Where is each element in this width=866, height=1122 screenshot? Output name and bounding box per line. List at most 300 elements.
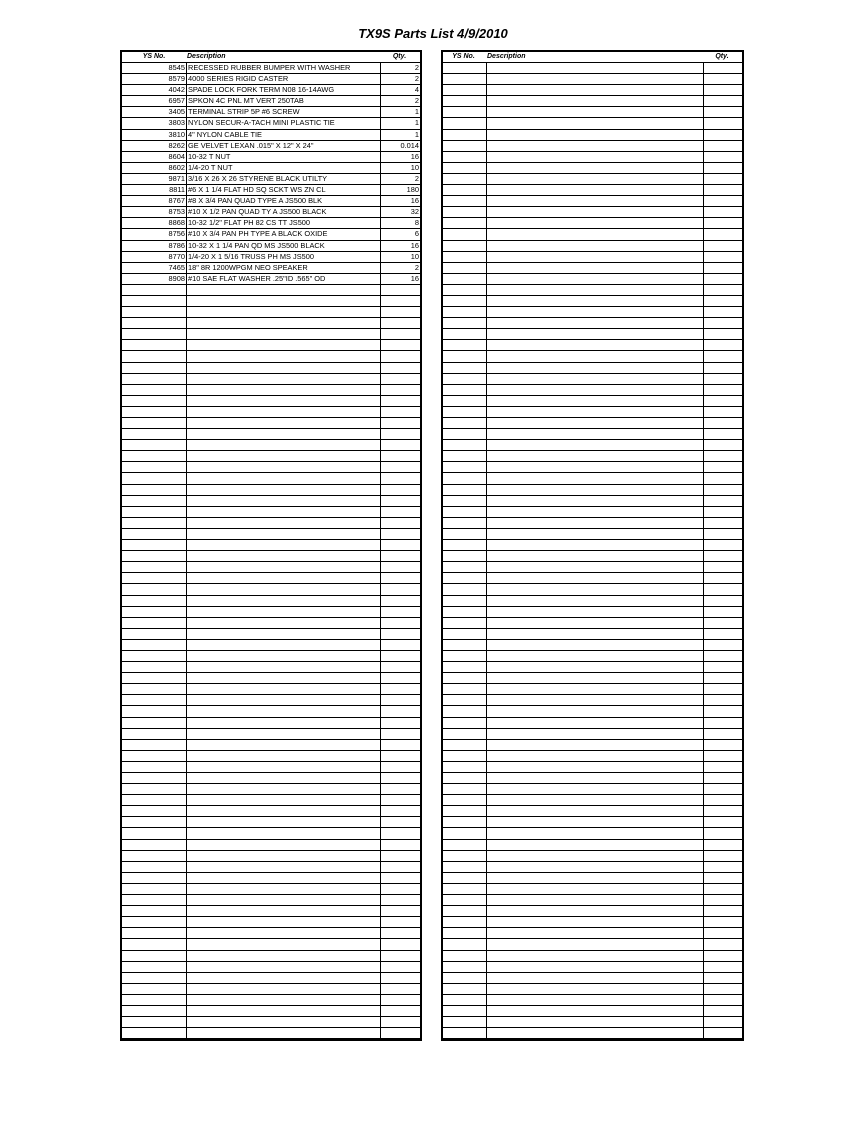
table-row [122, 263, 420, 274]
table-row [443, 63, 742, 74]
table-row [122, 873, 420, 884]
qty-cell [703, 241, 742, 251]
ys-no-cell [443, 551, 486, 561]
ys-no-cell [443, 762, 486, 772]
qty-cell [703, 451, 742, 461]
qty-cell [703, 862, 742, 872]
qty-cell [380, 473, 420, 483]
ys-no-cell [122, 740, 186, 750]
table-row [443, 984, 742, 995]
table-row [443, 241, 742, 252]
ys-no-cell [443, 141, 486, 151]
qty-header: Qty. [715, 53, 729, 60]
ys-no-cell [443, 596, 486, 606]
description-cell [186, 584, 380, 594]
ys-no-cell [443, 462, 486, 472]
ys-no-cell [122, 706, 186, 716]
qty-cell [703, 662, 742, 672]
description-cell [486, 440, 703, 450]
ys-no-cell [443, 529, 486, 539]
qty-cell [380, 706, 420, 716]
table-row [443, 485, 742, 496]
description-cell [186, 529, 380, 539]
table-row [122, 429, 420, 440]
description-cell: #10 X 3/4 PAN PH TYPE A BLACK OXIDE [186, 229, 380, 239]
description-cell [486, 740, 703, 750]
table-row [122, 596, 420, 607]
ys-no-cell [443, 1006, 486, 1016]
qty-cell [380, 429, 420, 439]
ys-no-cell [443, 96, 486, 106]
description-cell [486, 207, 703, 217]
qty-cell [703, 396, 742, 406]
description-cell [186, 718, 380, 728]
table-row [443, 840, 742, 851]
table-row [443, 418, 742, 429]
qty-cell [703, 118, 742, 128]
table-row [122, 518, 420, 529]
description-cell [486, 806, 703, 816]
description-cell [186, 973, 380, 983]
qty-cell [703, 407, 742, 417]
description-cell: #10 SAE FLAT WASHER .25"ID .565" OD [186, 274, 380, 284]
table-row [122, 274, 420, 285]
qty-cell [380, 884, 420, 894]
qty-cell: 10 [380, 163, 420, 173]
table-row [443, 440, 742, 451]
qty-cell [703, 185, 742, 195]
description-cell [486, 784, 703, 794]
description-cell [186, 895, 380, 905]
qty-cell [703, 518, 742, 528]
table-row [122, 828, 420, 839]
description-cell [486, 462, 703, 472]
ys-no-cell [122, 873, 186, 883]
ys-no-cell [443, 396, 486, 406]
parts-table-left [120, 50, 422, 1041]
table-row [122, 895, 420, 906]
description-cell [486, 218, 703, 228]
ys-no-cell [122, 540, 186, 550]
qty-cell [380, 917, 420, 927]
qty-cell [703, 828, 742, 838]
table-row [443, 862, 742, 873]
qty-cell [703, 507, 742, 517]
ys-no-cell [443, 729, 486, 739]
description-cell [486, 85, 703, 95]
ys-no-cell: 9871 [168, 173, 185, 183]
qty-cell [380, 363, 420, 373]
qty-cell [380, 651, 420, 661]
qty-cell: 6 [380, 229, 420, 239]
ys-no-cell [122, 451, 186, 461]
ys-no-cell [443, 107, 486, 117]
qty-cell [380, 895, 420, 905]
description-cell [186, 784, 380, 794]
ys-no-cell: 3810 [168, 129, 185, 139]
description-cell [186, 551, 380, 561]
qty-cell [703, 939, 742, 949]
table-row [443, 740, 742, 751]
ys-no-cell [443, 562, 486, 572]
table-header [122, 52, 420, 63]
qty-cell [380, 440, 420, 450]
description-cell: GE VELVET LEXAN .015" X 12" X 24" [186, 141, 380, 151]
table-row [122, 618, 420, 629]
ys-no-cell [443, 374, 486, 384]
ys-no-cell [122, 962, 186, 972]
qty-cell [380, 529, 420, 539]
table-row [122, 85, 420, 96]
qty-cell [703, 63, 742, 73]
qty-cell [703, 1028, 742, 1038]
ys-no-cell [443, 440, 486, 450]
qty-cell [703, 562, 742, 572]
table-row [443, 584, 742, 595]
table-body [122, 63, 420, 1039]
ys-no-header: YS No. [452, 53, 475, 60]
table-row [443, 363, 742, 374]
qty-cell [703, 418, 742, 428]
ys-no-cell [443, 995, 486, 1005]
qty-cell: 2 [380, 96, 420, 106]
qty-cell [703, 995, 742, 1005]
table-row [122, 773, 420, 784]
qty-cell [703, 340, 742, 350]
ys-no-cell [122, 396, 186, 406]
description-cell [486, 817, 703, 827]
ys-no-cell [443, 163, 486, 173]
description-cell [186, 629, 380, 639]
description-cell [486, 840, 703, 850]
table-row [443, 185, 742, 196]
qty-cell [380, 1017, 420, 1027]
ys-no-cell: 6957 [168, 96, 185, 106]
ys-no-cell [443, 518, 486, 528]
ys-no-cell [443, 895, 486, 905]
ys-no-cell [122, 1006, 186, 1016]
ys-no-cell [443, 951, 486, 961]
description-cell [186, 984, 380, 994]
description-cell [486, 63, 703, 73]
qty-cell [703, 152, 742, 162]
table-row [443, 751, 742, 762]
description-cell [486, 951, 703, 961]
table-row [443, 851, 742, 862]
description-cell [186, 351, 380, 361]
qty-cell [380, 695, 420, 705]
qty-cell [380, 995, 420, 1005]
table-row [443, 74, 742, 85]
ys-no-cell [122, 773, 186, 783]
table-row [122, 141, 420, 152]
qty-cell [703, 673, 742, 683]
ys-no-cell: 8262 [168, 140, 185, 150]
ys-no-cell [443, 873, 486, 883]
table-row [122, 862, 420, 873]
qty-cell: 16 [380, 241, 420, 251]
qty-cell [380, 596, 420, 606]
table-row [443, 795, 742, 806]
description-cell [186, 562, 380, 572]
table-row [443, 274, 742, 285]
description-cell: NYLON SECUR-A-TACH MINI PLASTIC TIE [186, 118, 380, 128]
ys-no-cell [122, 496, 186, 506]
table-row [443, 973, 742, 984]
description-cell: 10-32 T NUT [186, 152, 380, 162]
description-cell [186, 596, 380, 606]
ys-no-cell [443, 130, 486, 140]
table-row [443, 540, 742, 551]
ys-no-cell [443, 817, 486, 827]
qty-cell [703, 285, 742, 295]
qty-cell [703, 573, 742, 583]
description-cell [186, 828, 380, 838]
qty-cell [703, 928, 742, 938]
qty-cell [380, 518, 420, 528]
qty-cell [703, 429, 742, 439]
description-cell: TERMINAL STRIP 5P #6 SCREW [186, 107, 380, 117]
qty-cell [703, 107, 742, 117]
description-cell [186, 928, 380, 938]
qty-cell [703, 174, 742, 184]
qty-cell [703, 851, 742, 861]
table-row [122, 751, 420, 762]
table-row [443, 152, 742, 163]
ys-no-cell [443, 385, 486, 395]
description-cell: SPADE LOCK FORK TERM N08 16-14AWG [186, 85, 380, 95]
ys-no-cell [122, 363, 186, 373]
description-cell [486, 662, 703, 672]
ys-no-cell [122, 828, 186, 838]
qty-cell [703, 762, 742, 772]
qty-cell [380, 496, 420, 506]
ys-no-cell [443, 784, 486, 794]
description-cell [486, 573, 703, 583]
ys-no-cell: 8604 [168, 151, 185, 161]
qty-cell [703, 540, 742, 550]
table-row [443, 507, 742, 518]
qty-cell [703, 85, 742, 95]
ys-no-cell [122, 529, 186, 539]
table-row [122, 840, 420, 851]
table-row [122, 1017, 420, 1028]
ys-no-cell [443, 74, 486, 84]
ys-no-cell [443, 718, 486, 728]
table-row [443, 928, 742, 939]
qty-cell [703, 895, 742, 905]
table-row [443, 429, 742, 440]
table-row [122, 307, 420, 318]
qty-cell [703, 485, 742, 495]
ys-no-cell [122, 418, 186, 428]
table-row [122, 152, 420, 163]
qty-cell: 4 [380, 85, 420, 95]
ys-no-cell [122, 618, 186, 628]
description-cell [186, 496, 380, 506]
description-cell [486, 329, 703, 339]
description-cell [486, 473, 703, 483]
description-cell [186, 673, 380, 683]
qty-cell [703, 695, 742, 705]
ys-no-cell: 8602 [168, 162, 185, 172]
table-row [443, 873, 742, 884]
ys-no-cell [443, 806, 486, 816]
qty-cell [380, 551, 420, 561]
ys-no-cell [122, 629, 186, 639]
qty-cell [380, 773, 420, 783]
description-cell [186, 806, 380, 816]
description-cell [486, 174, 703, 184]
ys-no-cell [122, 340, 186, 350]
ys-no-cell [443, 185, 486, 195]
ys-no-cell [443, 684, 486, 694]
qty-cell [380, 840, 420, 850]
description-cell [486, 285, 703, 295]
description-cell [186, 729, 380, 739]
description-cell [186, 962, 380, 972]
qty-cell [703, 207, 742, 217]
description-cell [486, 529, 703, 539]
table-row [122, 629, 420, 640]
table-row [443, 607, 742, 618]
qty-cell [703, 718, 742, 728]
description-cell [486, 584, 703, 594]
table-row [443, 596, 742, 607]
description-cell [486, 307, 703, 317]
table-row [122, 496, 420, 507]
qty-cell [380, 951, 420, 961]
qty-cell: 2 [380, 174, 420, 184]
qty-cell [380, 307, 420, 317]
description-cell [486, 374, 703, 384]
ys-no-cell: 8756 [168, 229, 185, 239]
table-row [122, 485, 420, 496]
qty-cell: 180 [380, 185, 420, 195]
description-cell [186, 706, 380, 716]
description-cell [486, 884, 703, 894]
qty-cell [703, 473, 742, 483]
ys-no-cell [122, 984, 186, 994]
table-row [122, 806, 420, 817]
ys-no-cell [122, 917, 186, 927]
ys-no-cell [122, 662, 186, 672]
table-row [122, 451, 420, 462]
ys-no-cell [443, 218, 486, 228]
description-cell [186, 773, 380, 783]
table-row [122, 718, 420, 729]
qty-cell: 2 [380, 74, 420, 84]
table-row [122, 418, 420, 429]
table-row [443, 340, 742, 351]
qty-cell: 16 [380, 196, 420, 206]
qty-cell [703, 806, 742, 816]
table-row [443, 285, 742, 296]
qty-cell: 32 [380, 207, 420, 217]
ys-no-cell [443, 207, 486, 217]
ys-no-cell [443, 451, 486, 461]
description-cell [186, 396, 380, 406]
description-cell [486, 562, 703, 572]
table-row [443, 473, 742, 484]
qty-cell [380, 817, 420, 827]
description-cell [486, 629, 703, 639]
table-row [122, 951, 420, 962]
description-cell [486, 862, 703, 872]
qty-cell [703, 351, 742, 361]
description-cell [486, 96, 703, 106]
qty-cell [703, 584, 742, 594]
table-row [122, 107, 420, 118]
description-cell [186, 740, 380, 750]
ys-no-cell [443, 252, 486, 262]
table-row [122, 662, 420, 673]
qty-cell: 2 [380, 63, 420, 73]
table-row [443, 407, 742, 418]
qty-cell [380, 973, 420, 983]
description-cell [486, 718, 703, 728]
description-cell [186, 1006, 380, 1016]
description-cell [186, 817, 380, 827]
description-cell [186, 939, 380, 949]
table-row [122, 884, 420, 895]
qty-cell [380, 607, 420, 617]
qty-cell [380, 784, 420, 794]
qty-cell [380, 718, 420, 728]
qty-cell [703, 784, 742, 794]
description-cell [486, 895, 703, 905]
qty-cell [380, 562, 420, 572]
table-row [443, 318, 742, 329]
ys-no-cell [122, 429, 186, 439]
description-header: Description [187, 53, 226, 60]
ys-no-cell [443, 351, 486, 361]
table-row [443, 118, 742, 129]
table-row [122, 473, 420, 484]
table-row [122, 385, 420, 396]
qty-cell [703, 163, 742, 173]
ys-no-cell [122, 928, 186, 938]
table-row [443, 773, 742, 784]
qty-cell [703, 74, 742, 84]
qty-cell [380, 1028, 420, 1038]
description-cell [486, 773, 703, 783]
table-row [443, 817, 742, 828]
qty-cell [380, 828, 420, 838]
ys-no-cell: 8753 [168, 207, 185, 217]
table-row [443, 695, 742, 706]
qty-cell: 1 [380, 107, 420, 117]
qty-cell [703, 218, 742, 228]
description-cell [486, 828, 703, 838]
description-cell [486, 241, 703, 251]
table-row [122, 363, 420, 374]
description-cell [486, 962, 703, 972]
table-row [443, 906, 742, 917]
qty-cell [380, 873, 420, 883]
ys-no-cell [443, 884, 486, 894]
table-row [122, 684, 420, 695]
table-row [443, 884, 742, 895]
qty-cell [703, 840, 742, 850]
description-cell [486, 152, 703, 162]
qty-cell [703, 973, 742, 983]
description-cell [486, 762, 703, 772]
table-row [122, 529, 420, 540]
qty-cell [703, 817, 742, 827]
description-cell [186, 507, 380, 517]
description-cell [186, 851, 380, 861]
